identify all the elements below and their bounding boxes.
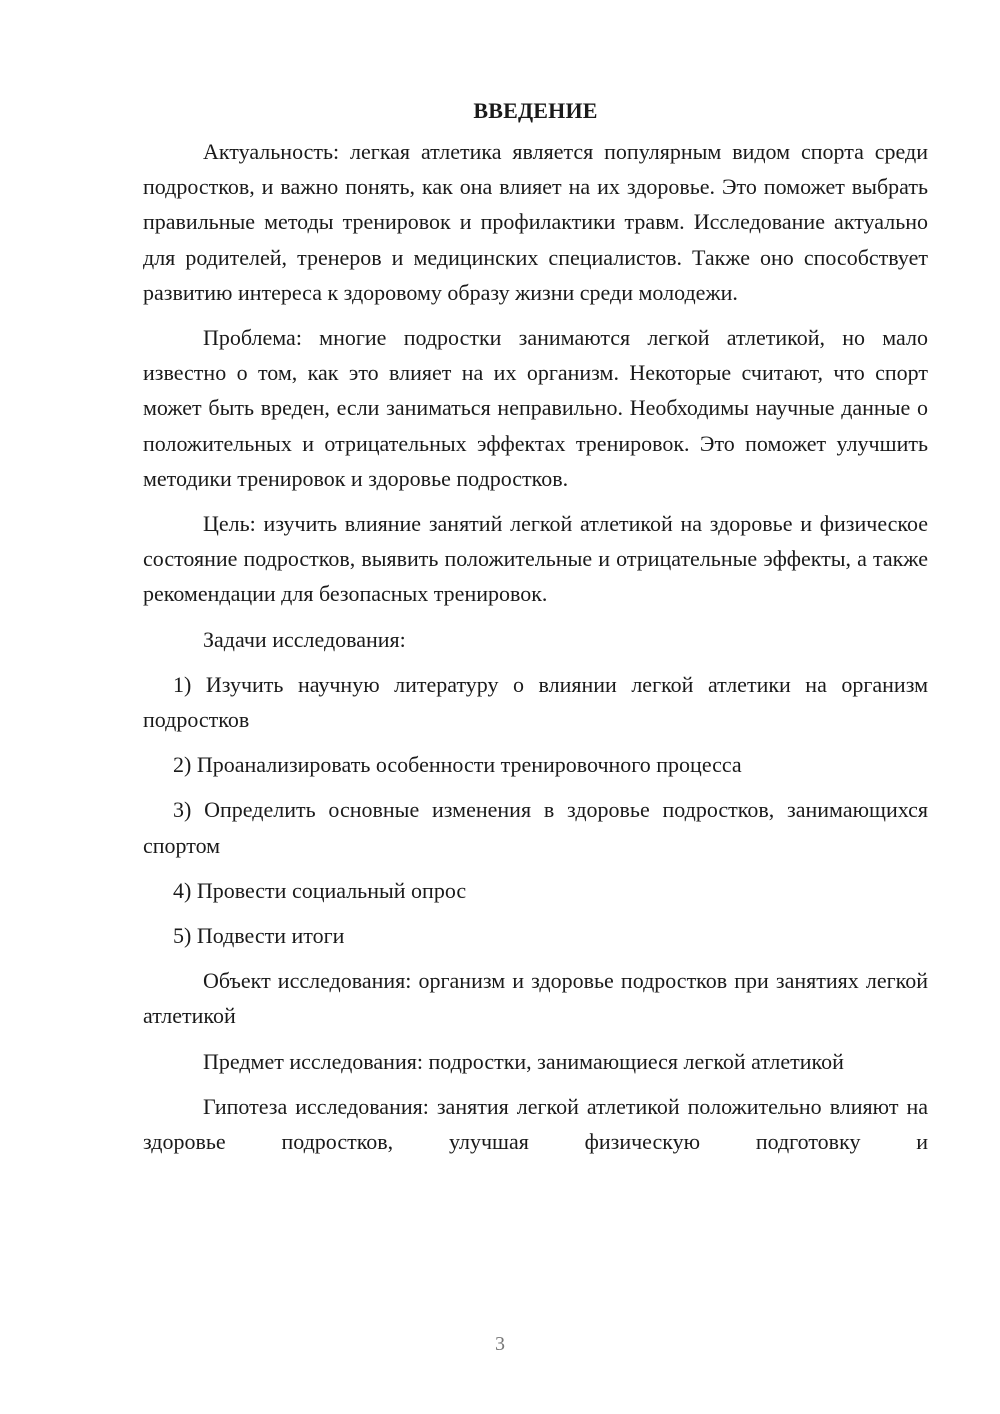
task-item-5: 5) Подвести итоги — [173, 923, 345, 949]
subject-paragraph: Предмет исследования: подростки, занимающиеся легкой атлетикой — [203, 1048, 844, 1074]
section-heading: ВВЕДЕНИЕ — [473, 98, 598, 123]
problem-paragraph: Проблема: многие подростки занимаются легкой атлетикой, но мало известно о том, как это влияет на их организм. Некоторые считают, что спорт может быть вреден, если заниматься неправильно. Необходимы научные данные о положительных и отрицательных эффектах тренировок. Это поможет улучшить методики тренировок и здоровье подростков. — [143, 325, 928, 491]
tasks-list — [143, 667, 928, 953]
object-paragraph: Объект исследования: организм и здоровье подростков при занятиях легкой атлетикой — [143, 968, 928, 1029]
page-number: 3 — [495, 1333, 505, 1355]
document-page — [143, 92, 928, 1169]
task-item-2: 2) Проанализировать особенности тренировочного процесса — [173, 752, 742, 778]
task-item-1: 1) Изучить научную литературу о влиянии легкой атлетики на организм подростков — [143, 671, 928, 733]
task-item-4: 4) Провести социальный опрос — [173, 877, 467, 903]
tasks-title: Задачи исследования: — [203, 626, 406, 652]
relevance-paragraph: Актуальность: легкая атлетика является популярным видом спорта среди подростков, и важно понять, как она влияет на их здоровье. Это поможет выбрать правильные методы тренировок и профилактики травм. Исследование актуально для родителей, тренеров и медицинских специалистов. Также оно способствует развитию интереса к здоровому образу жизни среди молодежи. — [143, 139, 928, 305]
hypothesis-paragraph: Гипотеза исследования: занятия легкой атлетикой положительно влияют на здоровье подростков, улучшая физическую подготовку и — [143, 1093, 928, 1155]
task-item-3: 3) Определить основные изменения в здоровье подростков, занимающихся спортом — [143, 797, 928, 858]
goal-paragraph: Цель: изучить влияние занятий легкой атлетикой на здоровье и физическое состояние подростков, выявить положительные и отрицательные эффекты, а также рекомендации для безопасных тренировок. — [143, 511, 928, 607]
